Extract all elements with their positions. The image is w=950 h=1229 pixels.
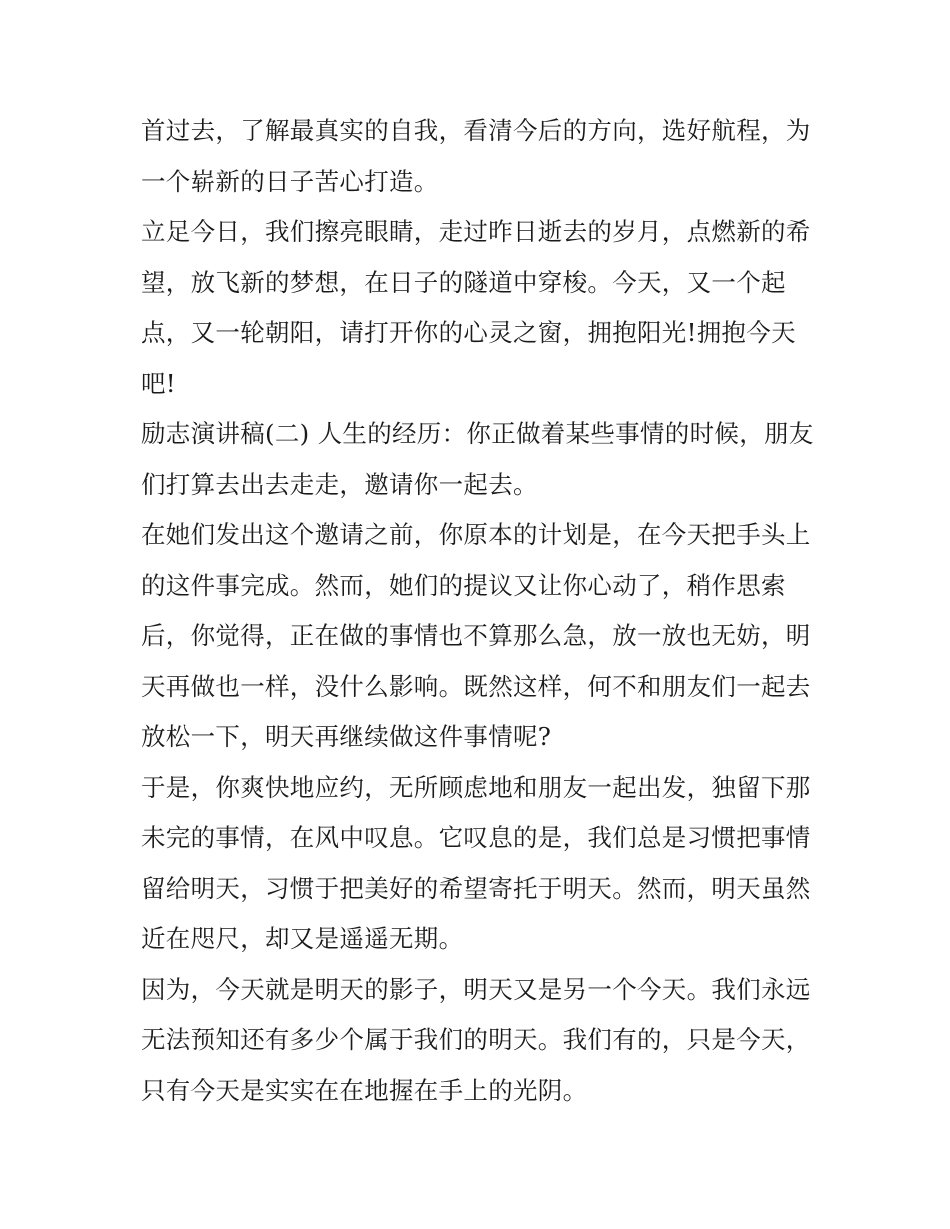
text-line: 在她们发出这个邀请之前，你原本的计划是，在今天把手头上 <box>141 520 811 549</box>
text-line: 一个崭新的日子苦心打造。 <box>141 166 439 196</box>
text-line: 励志演讲稿(二) 人生的经历：你正做着某些事情的时候，朋友 <box>141 419 814 448</box>
text-line: 只有今天是实实在在地握在手上的光阴。 <box>141 1075 588 1105</box>
text-line: 于是，你爽快地应约，无所顾虑地和朋友一起出发，独留下那 <box>141 772 811 802</box>
text-line: 望，放飞新的梦想，在日子的隧道中穿梭。今天，又一个起 <box>141 267 786 297</box>
text-line: 无法预知还有多少个属于我们的明天。我们有的，只是今天， <box>141 1025 811 1054</box>
text-line: 点，又一轮朝阳，请打开你的心灵之窗，拥抱阳光!拥抱今天 <box>141 318 796 347</box>
text-line: 后，你觉得，正在做的事情也不算那么急，放一放也无妨，明 <box>141 621 811 650</box>
text-line: 留给明天，习惯于把美好的希望寄托于明天。然而，明天虽然 <box>141 873 811 903</box>
text-line: 未完的事情，在风中叹息。它叹息的是，我们总是习惯把事情 <box>141 823 811 852</box>
document-body <box>141 106 821 1116</box>
text-line: 们打算去出去走走，邀请你一起去。 <box>141 469 538 499</box>
text-line: 首过去，了解最真实的自我，看清今后的方向，选好航程，为 <box>141 116 811 145</box>
text-line: 放松一下，明天再继续做这件事情呢? <box>141 722 552 751</box>
text-line: 因为，今天就是明天的影子，明天又是另一个今天。我们永远 <box>141 974 811 1004</box>
text-line: 立足今日，我们擦亮眼睛，走过昨日逝去的岁月，点燃新的希 <box>141 217 811 246</box>
text-line: 天再做也一样，没什么影响。既然这样，何不和朋友们一起去 <box>141 671 811 701</box>
text-line: 的这件事完成。然而，她们的提议又让你心动了，稍作思索 <box>141 570 786 600</box>
text-line: 近在咫尺，却又是遥遥无期。 <box>141 924 464 953</box>
text-line: 吧! <box>141 368 176 398</box>
